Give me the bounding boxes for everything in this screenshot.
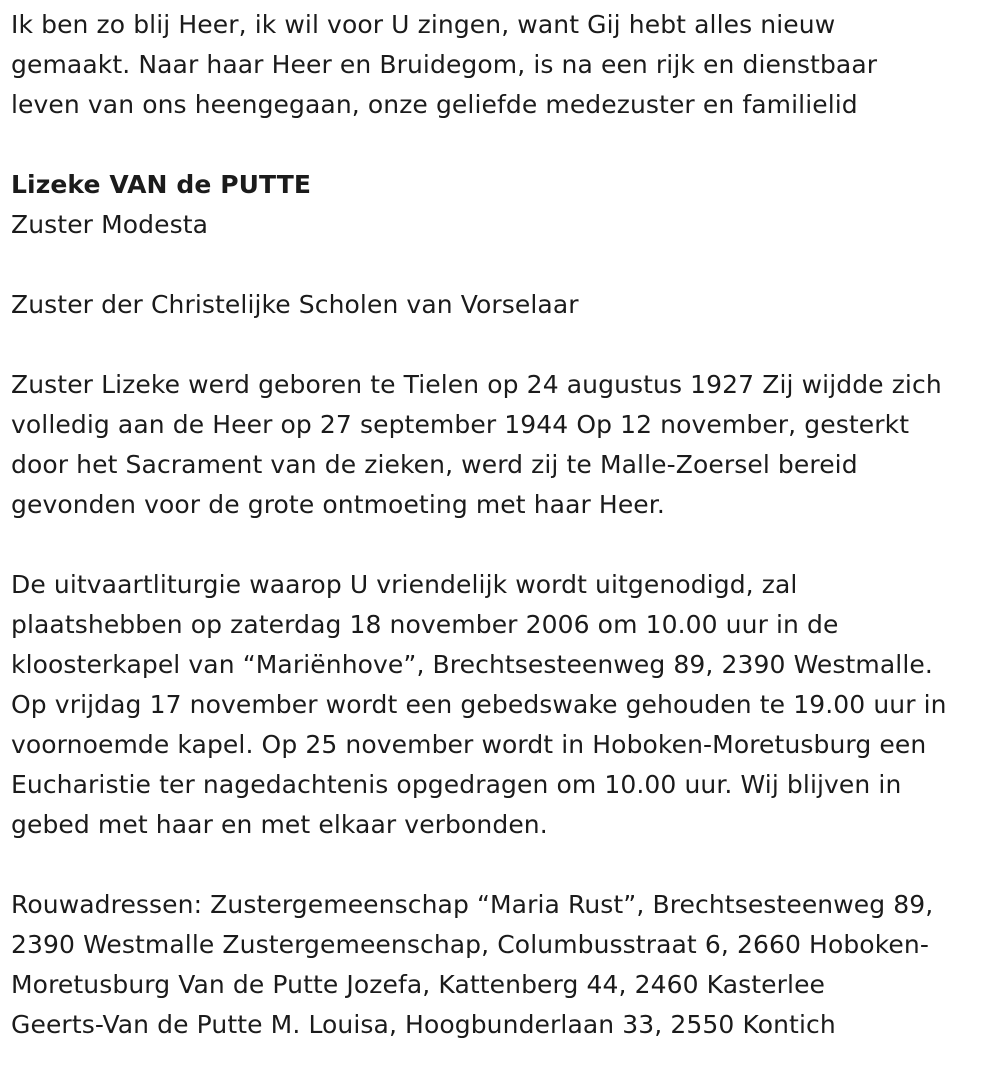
funeral-line: plaatshebben op zaterdag 18 november 2006 om 10.00 uur in de	[11, 610, 839, 639]
funeral-line: De uitvaartliturgie waarop U vriendelijk wordt uitgenodigd, zal	[11, 570, 798, 599]
address-line: Moretusburg Van de Putte Jozefa, Kattenberg 44, 2460 Kasterlee	[11, 970, 826, 999]
obituary-document	[11, 5, 993, 1045]
funeral-line: Eucharistie ter nagedachtenis opgedragen om 10.00 uur. Wij blijven in	[11, 770, 902, 799]
bio-line: volledig aan de Heer op 27 september 1944 Op 12 november, gesterkt	[11, 410, 910, 439]
intro-line: Ik ben zo blij Heer, ik wil voor U zingen, want Gij hebt alles nieuw	[11, 10, 836, 39]
spacer	[11, 125, 993, 165]
address-line: Rouwadressen: Zustergemeenschap “Maria Rust”, Brechtsesteenweg 89,	[11, 890, 934, 919]
address-line: 2390 Westmalle Zustergemeenschap, Columbusstraat 6, 2660 Hoboken-	[11, 930, 929, 959]
bio-line: gevonden voor de grote ontmoeting met haar Heer.	[11, 490, 665, 519]
religious-name: Zuster Modesta	[11, 210, 209, 239]
funeral-line: Op vrijdag 17 november wordt een gebedswake gehouden te 19.00 uur in	[11, 690, 947, 719]
intro-paragraph	[11, 5, 993, 125]
spacer	[11, 325, 993, 365]
addresses-paragraph	[11, 885, 993, 1045]
bio-line: Zuster Lizeke werd geboren te Tielen op 24 augustus 1927 Zij wijdde zich	[11, 370, 942, 399]
intro-line: gemaakt. Naar haar Heer en Bruidegom, is na een rijk en dienstbaar	[11, 50, 878, 79]
congregation: Zuster der Christelijke Scholen van Vorselaar	[11, 290, 579, 319]
intro-line: leven van ons heengegaan, onze geliefde medezuster en familielid	[11, 90, 858, 119]
funeral-line: voornoemde kapel. Op 25 november wordt in Hoboken-Moretusburg een	[11, 730, 927, 759]
spacer	[11, 845, 993, 885]
address-line: Geerts-Van de Putte M. Louisa, Hoogbunderlaan 33, 2550 Kontich	[11, 1010, 836, 1039]
bio-line: door het Sacrament van de zieken, werd zij te Malle-Zoersel bereid	[11, 450, 858, 479]
funeral-line: gebed met haar en met elkaar verbonden.	[11, 810, 548, 839]
spacer	[11, 525, 993, 565]
bio-paragraph	[11, 365, 993, 525]
funeral-paragraph	[11, 565, 993, 845]
funeral-line: kloosterkapel van “Mariënhove”, Brechtsesteenweg 89, 2390 Westmalle.	[11, 650, 933, 679]
deceased-name: Lizeke VAN de PUTTE	[11, 170, 312, 199]
spacer	[11, 245, 993, 285]
